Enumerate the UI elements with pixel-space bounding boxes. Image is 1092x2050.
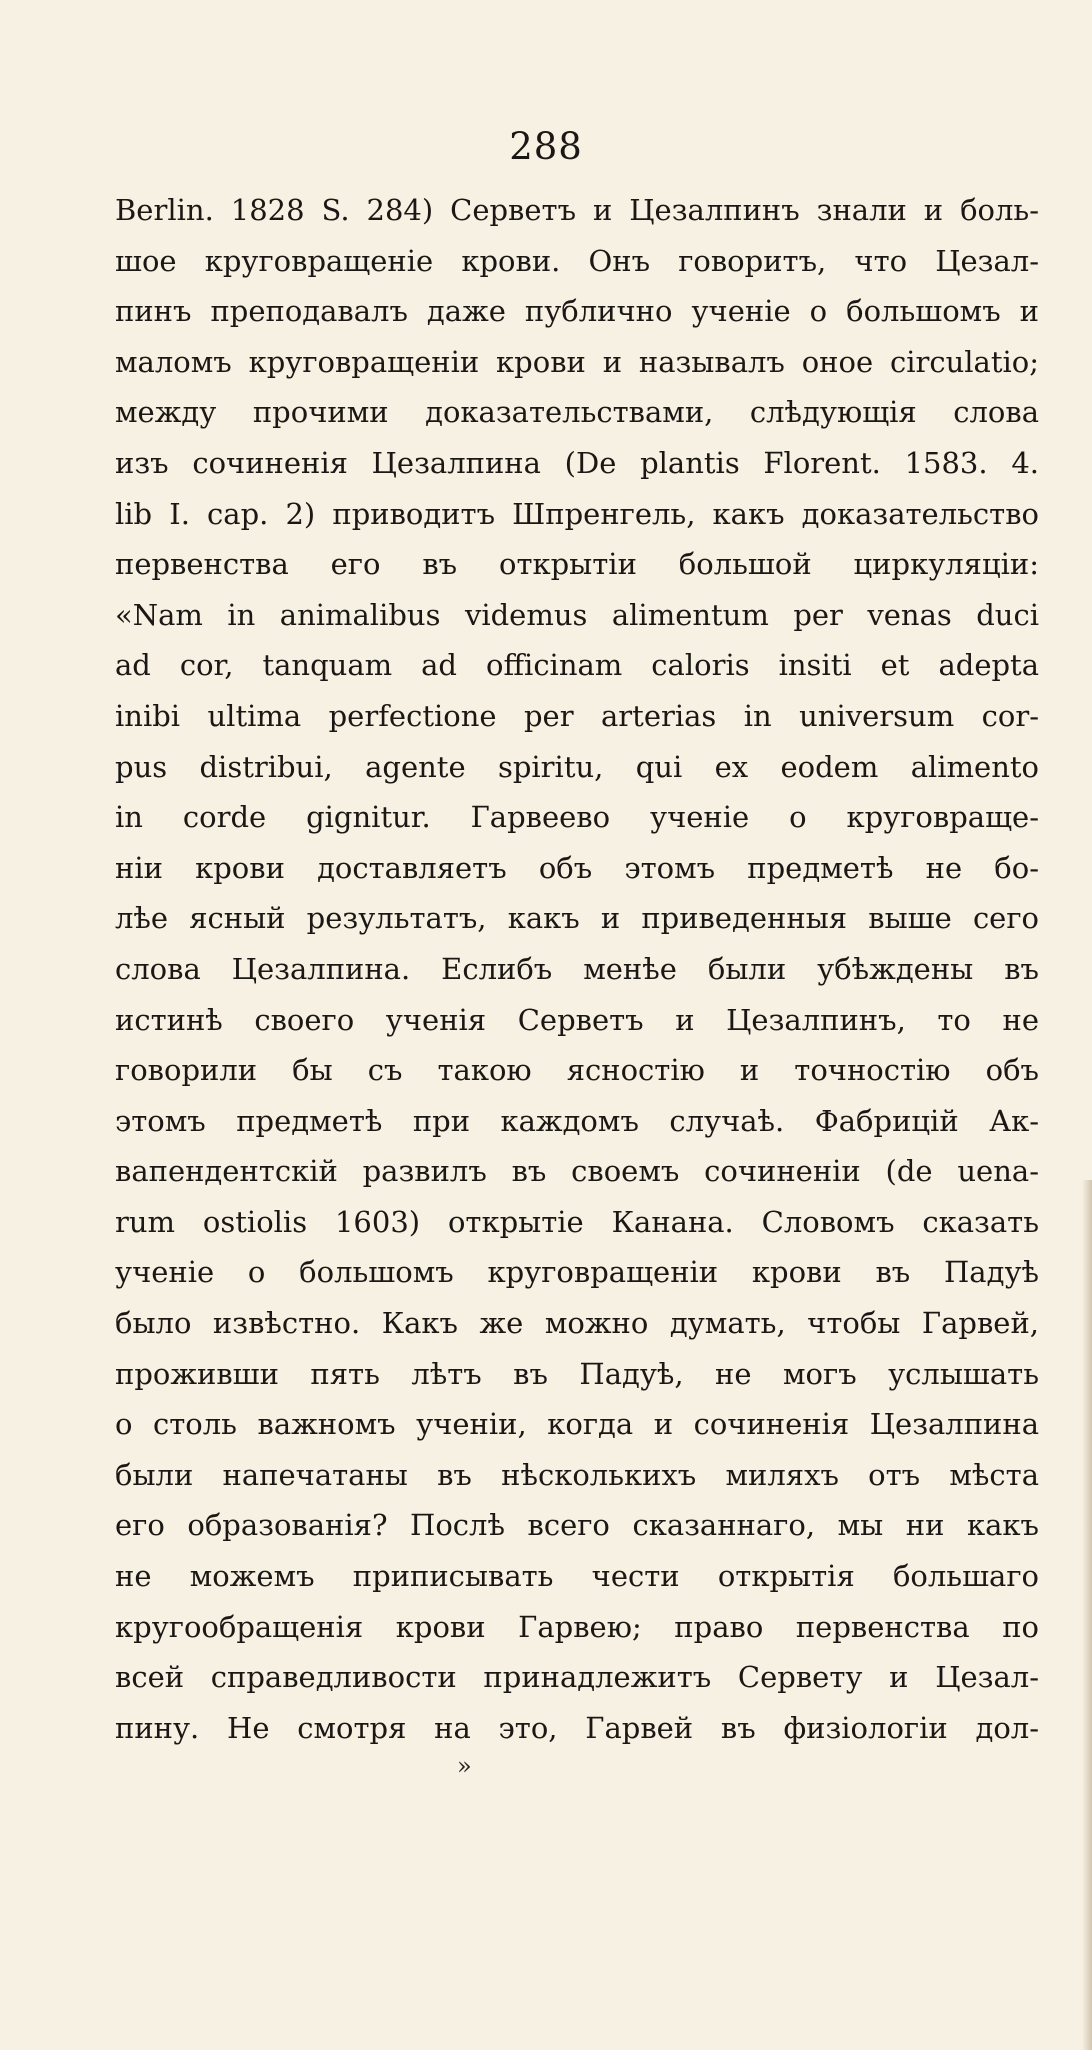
text-line: inibi ultima perfectione per arterias in universum cor-: [115, 698, 1039, 733]
text-line: pus distribui, agente spiritu, qui ex eodem alimento: [115, 749, 1039, 784]
text-line: были напечатаны въ нѣсколькихъ миляхъ отъ мѣста: [115, 1457, 1039, 1492]
text-line: всей справедливости принадлежитъ Сервету и Цезал-: [115, 1660, 1039, 1695]
text-line: слова Цезалпина. Еслибъ менѣе были убѣждены въ: [115, 951, 1039, 986]
text-line: между прочими доказательствами, слѣдующія слова: [115, 395, 1039, 430]
text-line: lib I. cap. 2) приводитъ Шпренгель, какъ доказательство: [115, 496, 1039, 531]
text-line: лѣе ясный результатъ, какъ и приведенныя выше сего: [115, 901, 1039, 936]
footer-mark: »: [457, 1752, 472, 1780]
text-line: «Nam in animalibus videmus alimentum per venas duci: [115, 597, 1039, 632]
page-number: 288: [509, 125, 583, 168]
text-line: кругообращенія крови Гарвею; право первенства по: [115, 1609, 1039, 1644]
text-line: ніи крови доставляетъ объ этомъ предметѣ не бо-: [115, 850, 1039, 885]
text-line: первенства его въ открытіи большой циркуляціи:: [115, 547, 1039, 582]
text-line: rum ostiolis 1603) открытіе Канана. Словомъ сказать: [115, 1204, 1039, 1239]
text-line: говорили бы съ такою ясностію и точностію объ: [115, 1053, 1039, 1088]
text-line: пинъ преподавалъ даже публично ученіе о большомъ и: [115, 294, 1039, 329]
text-line: было извѣстно. Какъ же можно думать, чтобы Гарвей,: [115, 1306, 1039, 1341]
text-line: in corde gignitur. Гарвеево ученіе о круговраще-: [115, 800, 1039, 835]
text-line: истинѣ своего ученія Серветъ и Цезалпинъ, то не: [115, 1002, 1039, 1037]
text-line: проживши пять лѣтъ въ Падуѣ, не могъ услышать: [115, 1356, 1039, 1391]
text-line: пину. Не смотря на это, Гарвей въ физіологіи дол-: [115, 1710, 1039, 1745]
text-line: этомъ предметѣ при каждомъ случаѣ. Фабрицій Ак-: [115, 1103, 1039, 1138]
text-line: о столь важномъ ученіи, когда и сочиненія Цезалпина: [115, 1407, 1039, 1442]
page-edge-shadow: [1082, 1180, 1092, 2050]
body-text: [115, 185, 1039, 1753]
text-line: ad cor, tanquam ad officinam caloris insiti et adepta: [115, 648, 1039, 683]
text-line: маломъ круговращеніи крови и называлъ оное circulatio;: [115, 344, 1039, 379]
text-line: его образованія? Послѣ всего сказаннаго, мы ни какъ: [115, 1508, 1039, 1543]
text-line: ученіе о большомъ круговращеніи крови въ Падуѣ: [115, 1255, 1039, 1290]
text-line: шое круговращеніе крови. Онъ говоритъ, что Цезал-: [115, 243, 1039, 278]
text-line: не можемъ приписывать чести открытія большаго: [115, 1559, 1039, 1594]
text-line: Berlin. 1828 S. 284) Серветъ и Цезалпинъ знали и боль-: [115, 193, 1039, 227]
text-line: вапендентскій развилъ въ своемъ сочиненіи (de uena-: [115, 1154, 1039, 1189]
text-line: изъ сочиненія Цезалпина (De plantis Florent. 1583. 4.: [115, 445, 1039, 480]
